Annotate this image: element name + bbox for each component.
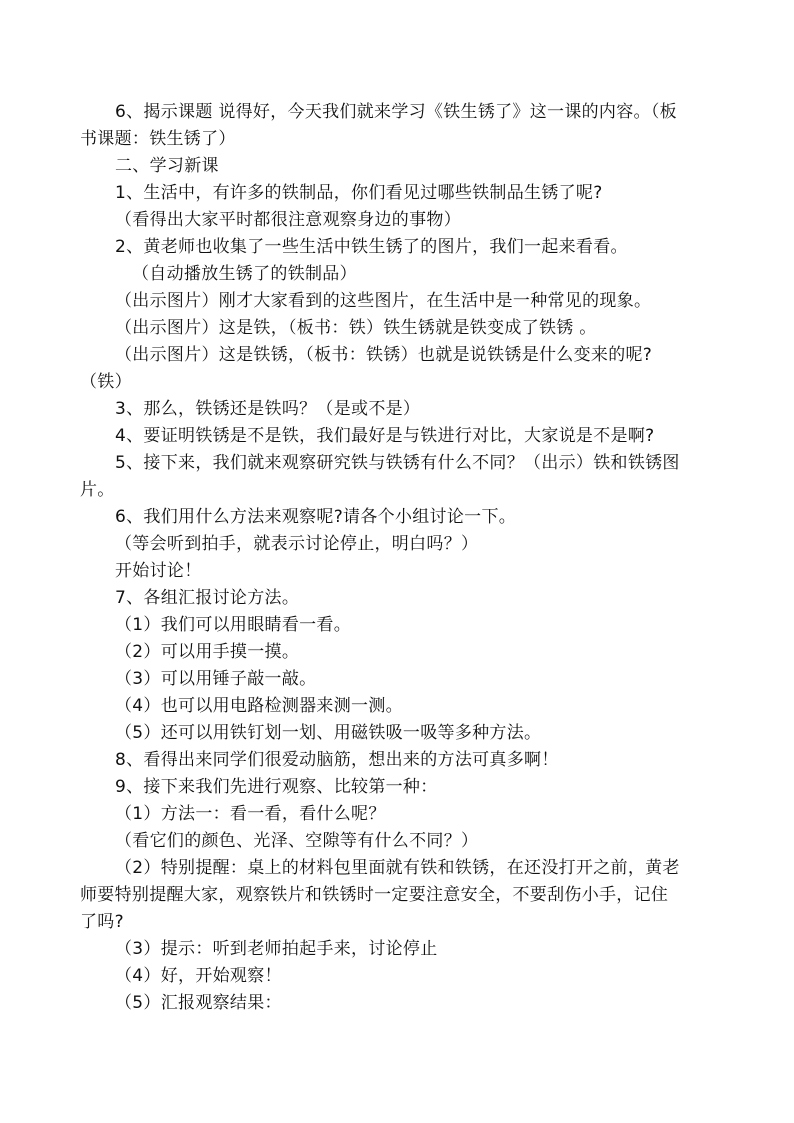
text-line-8: （出示图片）刚才大家看到的这些图片，在生活中是一种常见的现象。 (115, 291, 652, 311)
text-line-29: （2）特别提醒：桌上的材料包里面就有铁和铁锈，在还没打开之前，黄老 (115, 858, 680, 878)
text-line-25: 8、看得出来同学们很爱动脑筋，想出来的方法可真多啊！ (115, 750, 559, 770)
text-line-32: （3）提示：听到老师拍起手来，讨论停止 (115, 939, 438, 959)
text-line-28: （看它们的颜色、光泽、空隙等有什么不同？） (115, 831, 479, 851)
text-line-4: 1、生活中，有许多的铁制品，你们看见过哪些铁制品生锈了呢? (115, 183, 603, 203)
text-line-30: 师要特别提醒大家，观察铁片和铁锈时一定要注意安全，不要刮伤小手，记住 (80, 885, 669, 905)
text-line-2: 书课题：铁生锈了） (80, 129, 236, 149)
text-line-15: 片。 (80, 480, 115, 500)
text-line-16: 6、我们用什么方法来观察呢?请各个小组讨论一下。 (115, 507, 517, 527)
section-heading: 二、学习新课 (115, 156, 219, 176)
text-line-18: 开始讨论！ (115, 561, 202, 581)
text-line-1: 6、揭示课题 说得好，今天我们就来学习《铁生锈了》这一课的内容。（板 (115, 102, 677, 122)
text-line-17: （等会听到拍手，就表示讨论停止，明白吗？） (115, 534, 479, 554)
text-line-9: （出示图片）这是铁，（板书：铁）铁生锈就是铁变成了铁锈 。 (115, 318, 597, 338)
text-line-5: （看得出大家平时都很注意观察身边的事物） (115, 210, 461, 230)
text-line-12: 3、那么，铁锈还是铁吗？（是或不是） (115, 399, 421, 419)
text-line-21: （2）可以用手摸一摸。 (115, 642, 300, 662)
text-line-34: （5）汇报观察结果： (115, 993, 282, 1013)
text-line-20: （1）我们可以用眼睛看一看。 (115, 615, 352, 635)
text-line-14: 5、接下来，我们就来观察研究铁与铁锈有什么不同？（出示）铁和铁锈图 (115, 453, 680, 473)
text-line-6: 2、黄老师也收集了一些生活中铁生锈了的图片，我们一起来看看。 (115, 237, 628, 257)
text-line-31: 了吗? (80, 912, 124, 932)
text-line-22: （3）可以用锤子敲一敲。 (115, 669, 317, 689)
text-line-11: （铁） (80, 372, 132, 392)
text-line-10: （出示图片）这是铁锈，（板书：铁锈）也就是说铁锈是什么变来的呢? (115, 345, 653, 365)
text-line-26: 9、接下来我们先进行观察、比较第一种： (115, 777, 438, 797)
text-line-23: （4）也可以用电路检测器来测一测。 (115, 696, 403, 716)
text-line-7: （自动播放生锈了的铁制品） (132, 264, 357, 284)
text-line-19: 7、各组汇报讨论方法。 (115, 588, 300, 608)
text-line-13: 4、要证明铁锈是不是铁，我们最好是与铁进行对比，大家说是不是啊? (115, 426, 655, 446)
text-line-33: （4）好，开始观察！ (115, 966, 282, 986)
text-line-24: （5）还可以用铁钉划一划、用磁铁吸一吸等多种方法。 (115, 723, 542, 743)
text-line-27: （1）方法一：看一看，看什么呢？ (115, 804, 386, 824)
